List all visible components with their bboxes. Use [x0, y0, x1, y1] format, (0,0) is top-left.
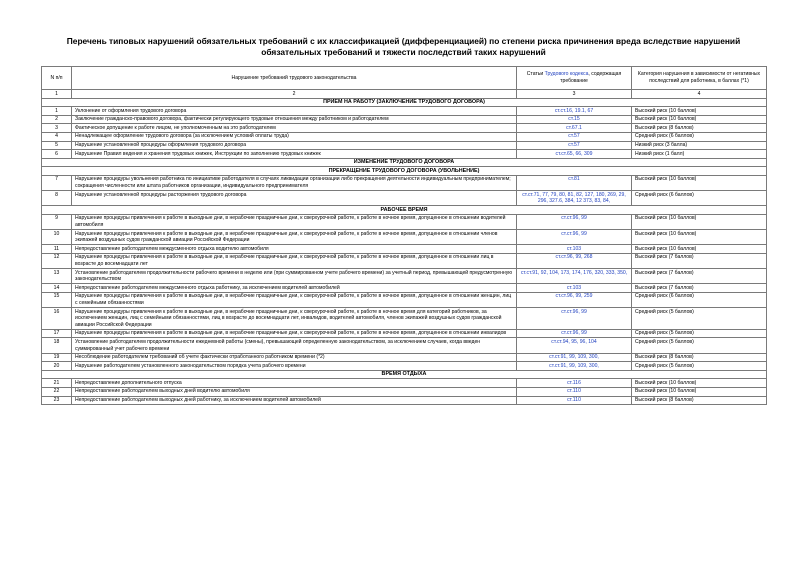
column-number-row — [42, 90, 767, 99]
risk-category: Средний риск (5 баллов) — [632, 338, 767, 353]
risk-category: Высокий риск (10 баллов) — [632, 107, 767, 116]
row-number: 3 — [42, 124, 72, 133]
risk-category: Высокий риск (10 баллов) — [632, 214, 767, 229]
violation-text: Нарушение Правил ведения и хранения трудовых книжек, Инструкции по заполнению трудовых книжек — [72, 150, 517, 159]
row-number: 21 — [42, 379, 72, 388]
violation-text: Нарушение процедуры привлечения к работе в выходные дни, в нерабочие праздничные дни, к сверхурочной работе, к работе в ночное время, допущенное в отношении членов экипажей воздушных судов гражданской авиации Российской Федерации — [72, 230, 517, 245]
row-number: 1 — [42, 107, 72, 116]
article-link[interactable]: ст.67.1 — [517, 124, 632, 133]
table-row — [42, 175, 767, 190]
document-title — [40, 36, 767, 58]
violation-text: Установление работодателем продолжительности ежедневной работы (смены), превышающей определенную законодательством, за исключением случаев, когда введен суммированный учет рабочего времени — [72, 338, 517, 353]
violation-text: Нарушение установленной процедуры расторжения трудового договора — [72, 191, 517, 206]
risk-category: Средний риск (5 баллов) — [632, 308, 767, 330]
table-row — [42, 230, 767, 245]
article-link[interactable]: ст.ст.91, 92, 104, 173, 174, 176, 320, 333, 350, — [517, 269, 632, 284]
risk-category: Высокий риск (7 баллов) — [632, 253, 767, 268]
article-link[interactable]: ст.ст.91, 99, 109, 300, — [517, 353, 632, 362]
row-number: 20 — [42, 362, 72, 371]
risk-category: Высокий риск (10 баллов) — [632, 115, 767, 124]
row-number: 13 — [42, 269, 72, 284]
violation-text: Уклонение от оформления трудового договора — [72, 107, 517, 116]
violation-text: Непредоставление работодателем выходных дней водителю автомобиля — [72, 387, 517, 396]
section-row — [42, 206, 767, 215]
row-number: 14 — [42, 284, 72, 293]
table-row — [42, 362, 767, 371]
violation-text: Нарушение установленной процедуры оформления трудового договора — [72, 141, 517, 150]
table-row — [42, 253, 767, 268]
row-number: 23 — [42, 396, 72, 405]
header-number: N п/п — [42, 67, 72, 90]
article-link[interactable]: ст.ст.91, 99, 109, 300, — [517, 362, 632, 371]
risk-category: Высокий риск (10 баллов) — [632, 175, 767, 190]
section-title: ВРЕМЯ ОТДЫХА — [42, 370, 767, 379]
violation-text: Фактическое допущение к работе лицом, не уполномоченным на это работодателем — [72, 124, 517, 133]
risk-category: Низкий риск (1 балл) — [632, 150, 767, 159]
article-link[interactable]: ст.81 — [517, 175, 632, 190]
row-number: 6 — [42, 150, 72, 159]
article-link[interactable]: ст.ст.96, 99, 268 — [517, 253, 632, 268]
violation-text: Нарушение процедуры привлечения к работе в выходные дни, в нерабочие праздничные дни, к сверхурочной работе, к работе в ночное время для категорий работников, за исключением женщин, лиц с семейными обязанностями, лиц в возрасте до восемнадцати лет, инвалидов, водителей автомобиля, членов экипажей воздушных судов гражданской авиации Российской Федерации — [72, 308, 517, 330]
risk-category: Высокий риск (10 баллов) — [632, 230, 767, 245]
row-number: 16 — [42, 308, 72, 330]
row-number: 8 — [42, 191, 72, 206]
table-row — [42, 396, 767, 405]
row-number: 9 — [42, 214, 72, 229]
table-row — [42, 245, 767, 254]
article-link[interactable]: ст.110 — [517, 396, 632, 405]
violation-text: Непредоставление работодателем междусменного отдыха работнику, за исключением водителей автомобилей — [72, 284, 517, 293]
risk-category: Высокий риск (10 баллов) — [632, 379, 767, 388]
section-title: ИЗМЕНЕНИЕ ТРУДОВОГО ДОГОВОРА — [42, 158, 767, 167]
article-link[interactable]: ст.ст.65, 66, 309 — [517, 150, 632, 159]
title-line-1: Перечень типовых нарушений обязательных требований с их классификацией (дифференциацией) по степени риска причинения вреда вследствие нарушений — [66, 36, 741, 46]
violation-text: Установление работодателем продолжительности рабочего времени в неделю или (при суммированном учете рабочего времени) за учетный период, превышающей предусмотренную законодательством — [72, 269, 517, 284]
table-row — [42, 292, 767, 307]
article-link[interactable]: ст.ст.94, 95, 96, 104 — [517, 338, 632, 353]
row-number: 18 — [42, 338, 72, 353]
row-number: 4 — [42, 132, 72, 141]
row-number: 17 — [42, 329, 72, 338]
header-category: Категория нарушения в зависимости от негативных последствий для работника, в баллах (*1) — [632, 67, 767, 90]
table-row — [42, 132, 767, 141]
risk-category: Высокий риск (8 баллов) — [632, 124, 767, 133]
risk-category: Средний риск (6 баллов) — [632, 191, 767, 206]
article-link[interactable]: ст.ст.96, 99 — [517, 329, 632, 338]
risk-category: Средний риск (6 баллов) — [632, 292, 767, 307]
risk-category: Высокий риск (10 баллов) — [632, 245, 767, 254]
article-link[interactable]: ст.57 — [517, 141, 632, 150]
risk-category: Средний риск (5 баллов) — [632, 329, 767, 338]
section-title: ПРЕКРАЩЕНИЕ ТРУДОВОГО ДОГОВОРА (УВОЛЬНЕНИЕ) — [42, 167, 767, 176]
violation-text: Нарушение процедуры привлечения к работе в выходные дни, в нерабочие праздничные дни, к сверхурочной работе, к работе в ночное время, допущенное в отношении водителей автомобиля — [72, 214, 517, 229]
table-row — [42, 150, 767, 159]
table-row — [42, 115, 767, 124]
violation-text: Ненадлежащее оформление трудового договора (за исключением условий оплаты труда) — [72, 132, 517, 141]
article-link[interactable]: ст.116 — [517, 379, 632, 388]
risk-category: Высокий риск (7 баллов) — [632, 269, 767, 284]
section-row — [42, 370, 767, 379]
table-row — [42, 308, 767, 330]
title-line-2: обязательных требований и тяжести последствий таких нарушений — [261, 47, 546, 57]
table-header-row — [42, 67, 767, 90]
row-number: 7 — [42, 175, 72, 190]
violation-text: Несоблюдение работодателем требований об учете фактически отработанного работником времени (*2) — [72, 353, 517, 362]
row-number: 5 — [42, 141, 72, 150]
risk-category: Высокий риск (8 баллов) — [632, 353, 767, 362]
violation-text: Нарушение процедуры привлечения к работе в выходные дни, в нерабочие праздничные дни, к сверхурочной работе, к работе в ночное время, допущенное в отношении инвалидов — [72, 329, 517, 338]
table-row — [42, 107, 767, 116]
risk-category: Средний риск (6 баллов) — [632, 132, 767, 141]
table-row — [42, 387, 767, 396]
table-row — [42, 284, 767, 293]
row-number: 22 — [42, 387, 72, 396]
row-number: 12 — [42, 253, 72, 268]
violation-text: Заключение гражданско-правового договора, фактически регулирующего трудовые отношения между работником и работодателем — [72, 115, 517, 124]
article-link[interactable]: ст.ст.96, 99, 259 — [517, 292, 632, 307]
risk-category: Высокий риск (10 баллов) — [632, 387, 767, 396]
article-link[interactable]: ст.110 — [517, 387, 632, 396]
labor-code-link[interactable]: Трудового кодекса — [544, 71, 589, 78]
article-link[interactable]: ст.ст.96, 99 — [517, 214, 632, 229]
violation-text: Непредоставление работодателем междусменного отдыха водителю автомобиля — [72, 245, 517, 254]
violation-text: Нарушение работодателем установленного законодательством порядка учета рабочего времени — [72, 362, 517, 371]
section-title: РАБОЧЕЕ ВРЕМЯ — [42, 206, 767, 215]
row-number: 11 — [42, 245, 72, 254]
table-row — [42, 214, 767, 229]
section-row — [42, 167, 767, 176]
row-number: 2 — [42, 115, 72, 124]
column-number-2: 2 — [72, 90, 517, 99]
column-number-3: 3 — [517, 90, 632, 99]
risk-category: Низкий риск (3 балла) — [632, 141, 767, 150]
row-number: 15 — [42, 292, 72, 307]
table-row — [42, 353, 767, 362]
article-link[interactable]: ст.103 — [517, 245, 632, 254]
article-link[interactable]: ст.57 — [517, 132, 632, 141]
article-link[interactable]: ст.15 — [517, 115, 632, 124]
section-row — [42, 98, 767, 107]
violation-text: Непредоставление дополнительного отпуска — [72, 379, 517, 388]
table-row — [42, 329, 767, 338]
header-articles-pre: Статьи — [526, 71, 545, 78]
section-title: ПРИЕМ НА РАБОТУ (ЗАКЛЮЧЕНИЕ ТРУДОВОГО ДОГОВОРА) — [42, 98, 767, 107]
table-row — [42, 141, 767, 150]
risk-category: Высокий риск (7 баллов) — [632, 284, 767, 293]
article-link[interactable]: ст.ст.71, 77, 79, 80, 81, 82, 127, 180, 269, 29, 296, 327.6, 384, 12 373, 83, 84, — [517, 191, 632, 206]
article-link[interactable]: ст.ст.96, 99 — [517, 230, 632, 245]
header-articles-post: , содержащая требование — [560, 71, 622, 84]
column-number-1: 1 — [42, 90, 72, 99]
table-row — [42, 379, 767, 388]
table-row — [42, 124, 767, 133]
article-link[interactable]: ст.103 — [517, 284, 632, 293]
article-link[interactable]: ст.ст.16, 19.1, 67 — [517, 107, 632, 116]
section-row — [42, 158, 767, 167]
header-articles — [517, 67, 632, 90]
violation-text: Непредоставление работодателем выходных дней работнику, за исключением водителей автомобилей — [72, 396, 517, 405]
risk-category: Средний риск (5 баллов) — [632, 362, 767, 371]
table-row — [42, 269, 767, 284]
column-number-4: 4 — [632, 90, 767, 99]
row-number: 19 — [42, 353, 72, 362]
violation-text: Нарушение процедуры привлечения к работе в выходные дни, в нерабочие праздничные дни, к сверхурочной работе, к работе в ночное время, допущенное в отношении женщин, лиц с семейными обязанностями — [72, 292, 517, 307]
article-link[interactable]: ст.ст.96, 99 — [517, 308, 632, 330]
row-number: 10 — [42, 230, 72, 245]
violation-text: Нарушение процедуры привлечения к работе в выходные дни, в нерабочие праздничные дни, к сверхурочной работе, к работе в ночное время, допущенное в отношении лиц в возрасте до восемнадцати лет — [72, 253, 517, 268]
table-row — [42, 338, 767, 353]
risk-category: Высокий риск (8 баллов) — [632, 396, 767, 405]
header-violation: Нарушение требований трудового законодательства — [72, 67, 517, 90]
violation-text: Нарушение процедуры увольнения работника по инициативе работодателя в случаях ликвидации организации либо прекращения деятельности индивидуальным предпринимателем; сокращения численности или штата работников организации, индивидуального предпринимателя — [72, 175, 517, 190]
table-row — [42, 191, 767, 206]
violations-table — [41, 66, 767, 405]
